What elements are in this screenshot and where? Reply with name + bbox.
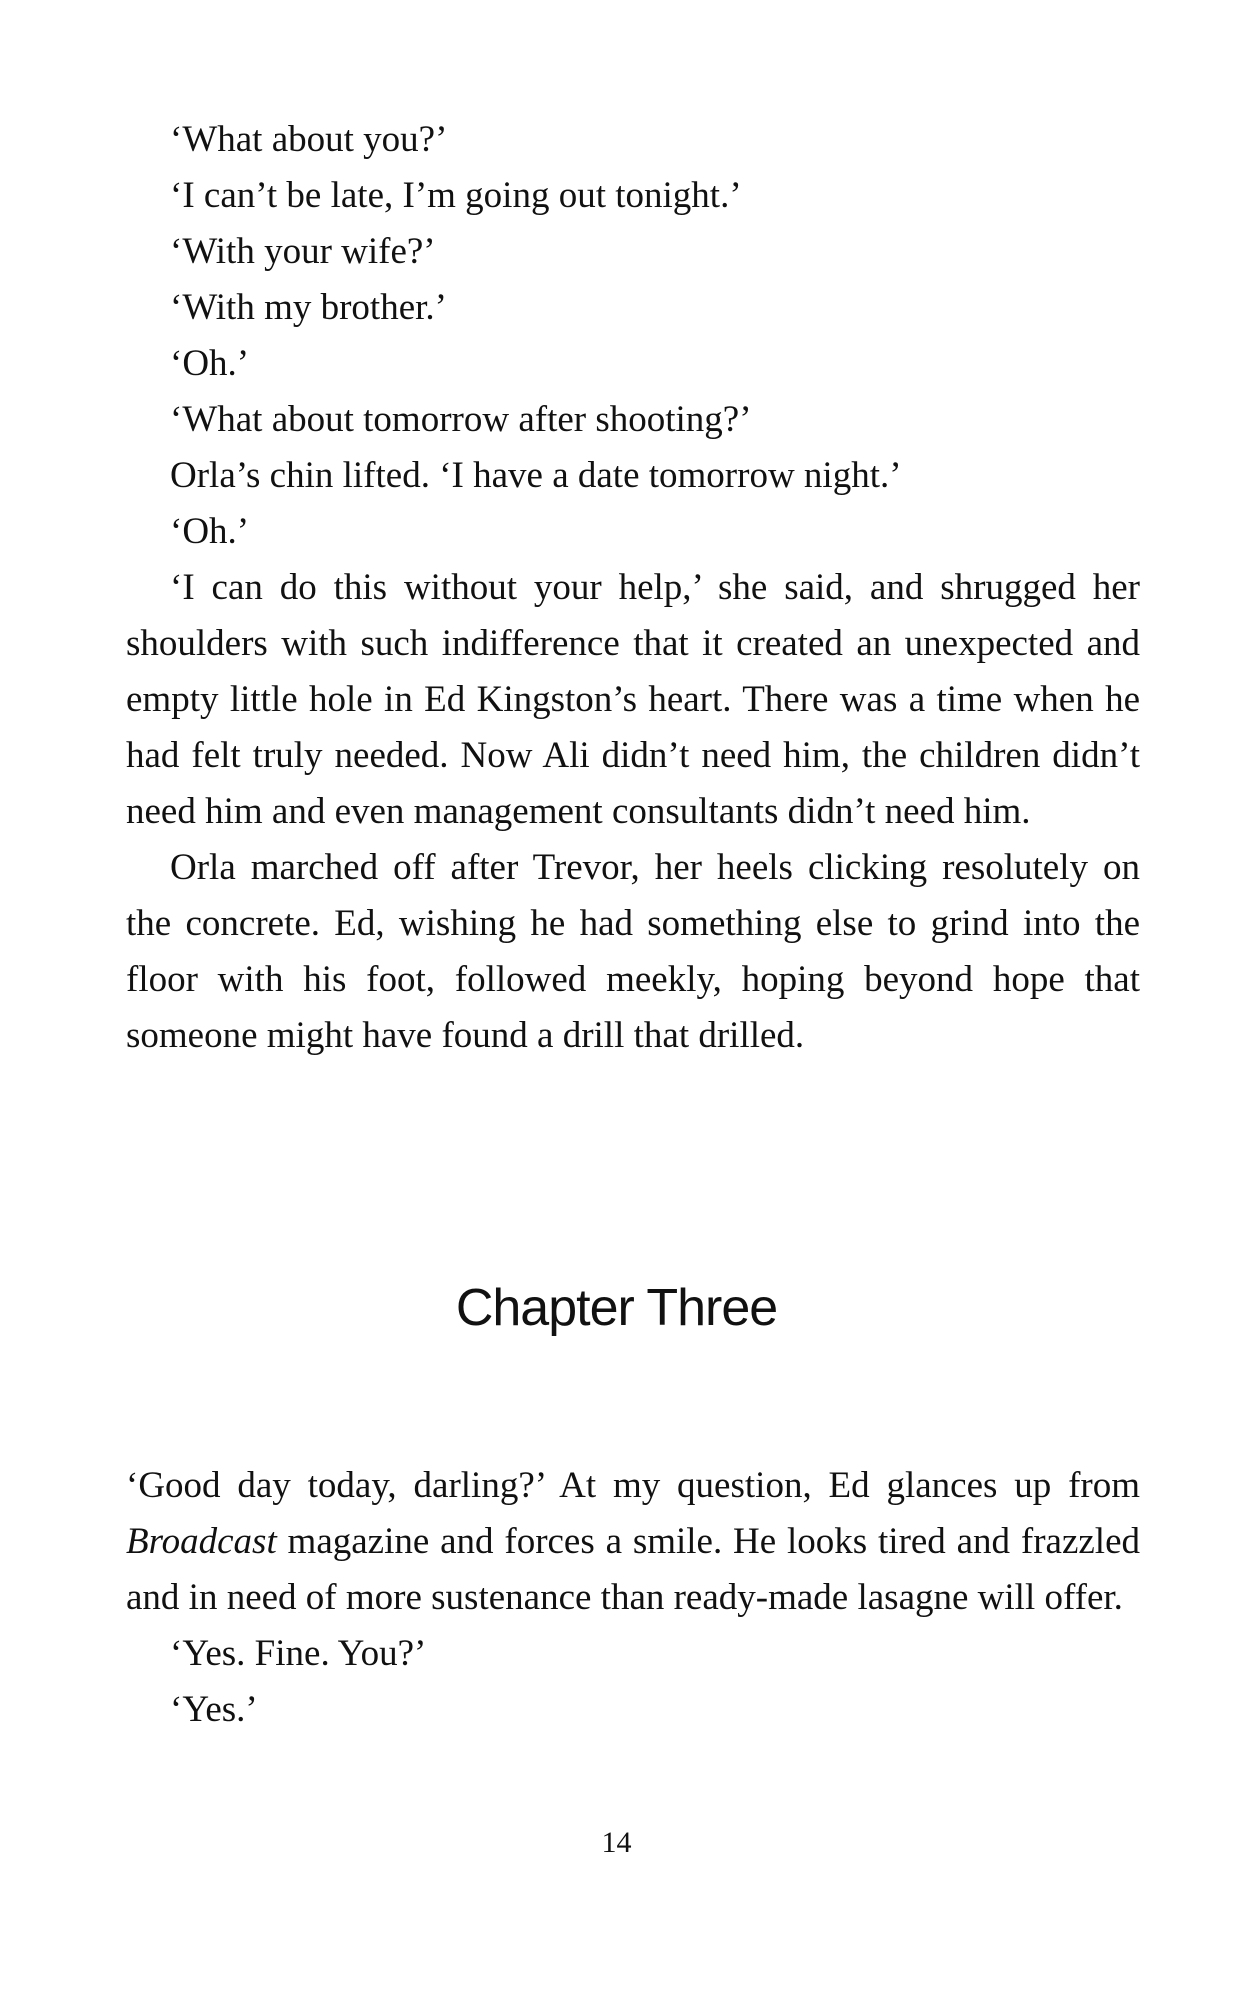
paragraph: ‘With my brother.’ — [170, 287, 447, 328]
paragraph: ‘What about you?’ — [170, 119, 448, 160]
paragraph: Orla’s chin lifted. ‘I have a date tomorrow night.’ — [170, 455, 902, 496]
paragraph: ‘I can do this without your help,’ she said, and shrugged her shoulders with such indifference that it created an unexpected and empty little hole in Ed Kingston’s heart. There was a time when he had felt truly needed. Now Ali didn’t need him, the children didn’t need him and even management consultants didn’t need him. — [126, 567, 1140, 832]
chapter-heading: Chapter Three — [455, 1279, 778, 1337]
paragraph: Orla marched off after Trevor, her heels clicking resolutely on the concrete. Ed, wishing he had something else to grind into the floor with his foot, followed meekly, hoping beyond hope that someone might have found a drill that drilled. — [126, 847, 1140, 1056]
paragraph: ‘With your wife?’ — [170, 231, 436, 272]
section-two-text — [126, 1458, 1140, 1738]
paragraph: ‘Oh.’ — [170, 343, 250, 384]
opening-text-end: magazine and forces a smile. He looks tired and frazzled and in need of more sustenance than ready-made lasagne will offer. — [126, 1521, 1140, 1618]
page-number: 14 — [601, 1826, 632, 1859]
paragraph: ‘Yes.’ — [170, 1689, 258, 1730]
section-one-text — [126, 112, 1140, 1064]
paragraph: ‘What about tomorrow after shooting?’ — [170, 399, 752, 440]
chapter-opening-paragraph — [126, 1458, 1140, 1626]
paragraph: ‘Oh.’ — [170, 511, 250, 552]
paragraph: ‘I can’t be late, I’m going out tonight.’ — [170, 175, 742, 216]
opening-text-start: ‘Good day today, darling?’ At my question, Ed glances up from — [126, 1465, 1140, 1506]
paragraph: ‘Yes. Fine. You?’ — [170, 1633, 427, 1674]
magazine-title: Broadcast — [126, 1521, 277, 1562]
